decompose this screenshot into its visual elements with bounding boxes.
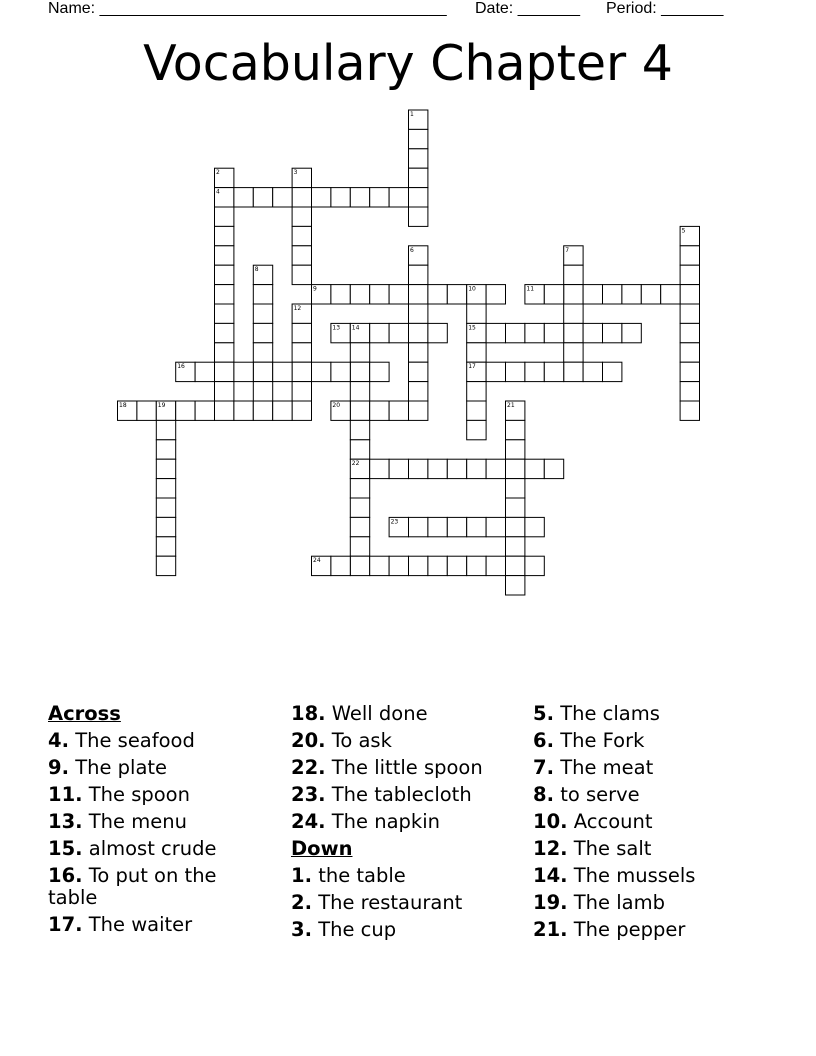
clue-number-label: 24 — [313, 557, 321, 565]
page-title: Vocabulary Chapter 4 — [143, 35, 673, 92]
clue-number-label: 21 — [507, 402, 515, 409]
clue-across-17: 17. The waiter — [48, 913, 193, 936]
grid-cell[interactable] — [544, 459, 563, 478]
grid-cell[interactable] — [680, 304, 699, 323]
grid-cell[interactable] — [253, 382, 272, 401]
grid-cell[interactable] — [409, 343, 428, 362]
grid-cell[interactable] — [156, 479, 175, 498]
grid-cell[interactable] — [156, 517, 175, 536]
clue-down-2: 2. The restaurant — [291, 891, 463, 914]
date-field[interactable]: Date: _______ — [475, 0, 580, 17]
grid-cell[interactable] — [409, 265, 428, 284]
clue-across-13: 13. The menu — [48, 810, 187, 833]
grid-cell[interactable] — [253, 323, 272, 342]
grid-cell[interactable] — [156, 420, 175, 439]
clue-down-3: 3. The cup — [291, 918, 397, 941]
grid-cell[interactable] — [409, 459, 428, 478]
grid-cell[interactable] — [525, 459, 544, 478]
clue-down-12: 12. The salt — [533, 837, 652, 860]
grid-cell[interactable] — [253, 304, 272, 323]
grid-cell[interactable] — [564, 285, 583, 304]
clue-number-label: 3 — [293, 169, 298, 177]
grid-cell[interactable] — [409, 149, 428, 168]
grid-cell[interactable] — [350, 517, 369, 536]
grid-cell[interactable] — [292, 265, 311, 284]
clue-number-label: 2 — [216, 169, 220, 177]
clue-across-24: 24. The napkin — [291, 810, 440, 833]
grid-cell[interactable] — [176, 401, 195, 420]
grid-cell[interactable] — [331, 362, 350, 381]
grid-cell[interactable] — [409, 382, 428, 401]
grid-cell[interactable] — [680, 362, 699, 381]
grid-cell[interactable] — [680, 246, 699, 265]
grid-cell[interactable] — [409, 207, 428, 226]
clue-number-label: 7 — [565, 246, 570, 254]
grid-cell[interactable] — [506, 323, 525, 342]
across-heading: Across — [48, 702, 121, 725]
grid-cell[interactable] — [486, 517, 505, 536]
grid-cell[interactable] — [486, 285, 505, 304]
grid-cell[interactable] — [680, 382, 699, 401]
grid-cell[interactable] — [350, 343, 369, 362]
clue-number-label: 9 — [313, 285, 317, 293]
clue-number-label: 1 — [410, 111, 414, 118]
grid-cell[interactable] — [583, 285, 602, 304]
grid-cell[interactable] — [370, 401, 389, 420]
grid-cell[interactable] — [350, 498, 369, 517]
grid-cell[interactable] — [428, 285, 447, 304]
grid-cell[interactable] — [350, 382, 369, 401]
grid-cell[interactable] — [603, 362, 622, 381]
clue-number-label: 10 — [468, 285, 476, 293]
grid-cell[interactable] — [292, 246, 311, 265]
grid-cell[interactable] — [409, 188, 428, 207]
grid-cell[interactable] — [622, 323, 641, 342]
grid-cell[interactable] — [370, 459, 389, 478]
clue-down-14: 14. The mussels — [533, 864, 696, 887]
grid-cell[interactable] — [564, 362, 583, 381]
grid-cell[interactable] — [544, 362, 563, 381]
grid-cell[interactable] — [506, 362, 525, 381]
clue-across-23: 23. The tablecloth — [291, 783, 472, 806]
clue-across-11: 11. The spoon — [48, 783, 190, 806]
grid-cell[interactable] — [156, 537, 175, 556]
clue-down-19: 19. The lamb — [533, 891, 665, 914]
grid-cell[interactable] — [156, 556, 175, 575]
grid-cell[interactable] — [389, 556, 408, 575]
clue-number-label: 14 — [351, 324, 360, 332]
grid-cell[interactable] — [680, 265, 699, 284]
grid-cell[interactable] — [544, 323, 563, 342]
grid-cell[interactable] — [389, 188, 408, 207]
clue-number-label: 23 — [390, 518, 399, 526]
grid-cell[interactable] — [447, 517, 466, 536]
clue-down-8: 8. to serve — [533, 783, 640, 806]
grid-cell[interactable] — [350, 401, 369, 420]
grid-cell[interactable] — [409, 517, 428, 536]
grid-cell[interactable] — [564, 304, 583, 323]
grid-cell[interactable] — [467, 382, 486, 401]
down-heading: Down — [291, 837, 353, 860]
grid-cell[interactable] — [350, 362, 369, 381]
grid-cell[interactable] — [525, 556, 544, 575]
grid-cell[interactable] — [447, 459, 466, 478]
grid-cell[interactable] — [544, 285, 563, 304]
name-field[interactable]: Name: _______________________________________ — [48, 0, 447, 17]
clue-number-label: 8 — [254, 266, 259, 274]
grid-cell[interactable] — [195, 401, 214, 420]
clue-number-label: 15 — [468, 324, 476, 332]
grid-cell[interactable] — [409, 556, 428, 575]
grid-cell[interactable] — [428, 517, 447, 536]
grid-cell[interactable] — [525, 517, 544, 536]
grid-cell[interactable] — [331, 556, 350, 575]
clues-column-1 — [48, 703, 288, 941]
clue-number-label: 19 — [157, 402, 166, 409]
grid-cell[interactable] — [506, 459, 525, 478]
grid-cell[interactable] — [389, 323, 408, 342]
clue-number-label: 18 — [119, 402, 127, 409]
clue-down-10: 10. Account — [533, 810, 653, 833]
grid-cell[interactable] — [680, 323, 699, 342]
grid-cell[interactable] — [253, 362, 272, 381]
grid-cell[interactable] — [583, 362, 602, 381]
grid-cell[interactable] — [389, 285, 408, 304]
grid-cell[interactable] — [506, 440, 525, 459]
grid-cell[interactable] — [312, 188, 331, 207]
clue-number-label: 4 — [216, 188, 220, 196]
grid-cell[interactable] — [506, 498, 525, 517]
grid-cell[interactable] — [273, 362, 292, 381]
grid-cell[interactable] — [253, 188, 272, 207]
grid-cell[interactable] — [409, 401, 428, 420]
grid-cell[interactable] — [253, 343, 272, 362]
grid-cell[interactable] — [350, 556, 369, 575]
grid-cell[interactable] — [215, 343, 234, 362]
grid-cell[interactable] — [215, 401, 234, 420]
grid-cell[interactable] — [370, 188, 389, 207]
grid-cell[interactable] — [389, 459, 408, 478]
grid-cell[interactable] — [292, 401, 311, 420]
clue-across-16: 16. To put on the table — [48, 864, 217, 909]
grid-cell[interactable] — [350, 285, 369, 304]
grid-cell[interactable] — [331, 285, 350, 304]
grid-cell[interactable] — [234, 188, 253, 207]
grid-cell[interactable] — [622, 285, 641, 304]
grid-cell[interactable] — [215, 285, 234, 304]
grid-cell[interactable] — [156, 498, 175, 517]
clue-number-label: 16 — [177, 363, 185, 371]
grid-cell[interactable] — [603, 285, 622, 304]
grid-cell[interactable] — [370, 323, 389, 342]
grid-cell[interactable] — [370, 285, 389, 304]
clue-down-7: 7. The meat — [533, 756, 654, 779]
grid-cell[interactable] — [467, 459, 486, 478]
clue-down-5: 5. The clams — [533, 702, 660, 725]
clue-down-1: 1. the table — [291, 864, 406, 887]
grid-cell[interactable] — [409, 285, 428, 304]
grid-cell[interactable] — [292, 323, 311, 342]
clue-number-label: 6 — [410, 246, 414, 254]
grid-cell[interactable] — [215, 382, 234, 401]
grid-cell[interactable] — [370, 556, 389, 575]
grid-cell[interactable] — [215, 226, 234, 245]
grid-cell[interactable] — [506, 479, 525, 498]
grid-cell[interactable] — [467, 304, 486, 323]
grid-cell[interactable] — [603, 323, 622, 342]
grid-cell[interactable] — [409, 304, 428, 323]
grid-cell[interactable] — [292, 362, 311, 381]
grid-cell[interactable] — [215, 246, 234, 265]
grid-cell[interactable] — [506, 420, 525, 439]
grid-cell[interactable] — [486, 323, 505, 342]
grid-cell[interactable] — [331, 188, 350, 207]
grid-cell[interactable] — [447, 285, 466, 304]
grid-cell[interactable] — [525, 362, 544, 381]
grid-cell[interactable] — [215, 265, 234, 284]
grid-cell[interactable] — [467, 343, 486, 362]
grid-cell[interactable] — [292, 188, 311, 207]
grid-cell[interactable] — [641, 285, 660, 304]
grid-cell[interactable] — [428, 556, 447, 575]
grid-cell[interactable] — [486, 362, 505, 381]
grid-cell[interactable] — [215, 304, 234, 323]
grid-cell[interactable] — [467, 401, 486, 420]
grid-cell[interactable] — [156, 440, 175, 459]
grid-cell[interactable] — [137, 401, 156, 420]
clues-column-3 — [533, 703, 773, 946]
grid-cell[interactable] — [350, 479, 369, 498]
clue-down-6: 6. The Fork — [533, 729, 645, 752]
grid-cell[interactable] — [389, 401, 408, 420]
grid-cell[interactable] — [195, 362, 214, 381]
grid-cell[interactable] — [467, 556, 486, 575]
clue-across-9: 9. The plate — [48, 756, 168, 779]
grid-cell[interactable] — [234, 362, 253, 381]
grid-cell[interactable] — [409, 168, 428, 187]
grid-cell[interactable] — [253, 401, 272, 420]
clue-number-label: 17 — [468, 363, 476, 371]
grid-cell[interactable] — [273, 188, 292, 207]
clue-number-label: 20 — [332, 402, 341, 409]
clue-number-label: 12 — [293, 305, 302, 312]
grid-cell[interactable] — [292, 343, 311, 362]
grid-cell[interactable] — [680, 285, 699, 304]
grid-cell[interactable] — [680, 343, 699, 362]
grid-cell[interactable] — [350, 537, 369, 556]
clue-across-4: 4. The seafood — [48, 729, 195, 752]
grid-cell[interactable] — [661, 285, 680, 304]
clue-across-15: 15. almost crude — [48, 837, 217, 860]
grid-cell[interactable] — [486, 556, 505, 575]
grid-cell[interactable] — [234, 401, 253, 420]
clue-number-label: 5 — [681, 227, 686, 235]
grid-cell[interactable] — [447, 556, 466, 575]
grid-cell[interactable] — [506, 537, 525, 556]
grid-cell[interactable] — [583, 323, 602, 342]
clue-across-22: 22. The little spoon — [291, 756, 483, 779]
grid-cell[interactable] — [156, 459, 175, 478]
grid-cell[interactable] — [467, 420, 486, 439]
grid-cell[interactable] — [428, 459, 447, 478]
grid-cell[interactable] — [273, 401, 292, 420]
grid-cell[interactable] — [370, 362, 389, 381]
clue-number-label: 22 — [351, 460, 360, 468]
grid-cell[interactable] — [564, 323, 583, 342]
grid-cell[interactable] — [409, 129, 428, 148]
grid-cell[interactable] — [467, 517, 486, 536]
grid-cell[interactable] — [506, 517, 525, 536]
grid-cell[interactable] — [292, 382, 311, 401]
grid-cell[interactable] — [215, 207, 234, 226]
grid-cell[interactable] — [428, 323, 447, 342]
grid-cell[interactable] — [292, 226, 311, 245]
grid-cell[interactable] — [350, 420, 369, 439]
clue-number-label: 11 — [526, 285, 535, 293]
clue-across-20: 20. To ask — [291, 729, 392, 752]
grid-cell[interactable] — [409, 323, 428, 342]
grid-cell[interactable] — [564, 265, 583, 284]
clue-across-18: 18. Well done — [291, 702, 428, 725]
clue-number-label: 13 — [332, 324, 341, 332]
grid-cell[interactable] — [525, 323, 544, 342]
grid-cell[interactable] — [409, 362, 428, 381]
grid-cell[interactable] — [506, 556, 525, 575]
grid-cell[interactable] — [350, 188, 369, 207]
grid-cell[interactable] — [680, 401, 699, 420]
grid-cell[interactable] — [215, 362, 234, 381]
grid-cell[interactable] — [564, 343, 583, 362]
clue-down-21: 21. The pepper — [533, 918, 686, 941]
grid-cell[interactable] — [292, 207, 311, 226]
grid-cell[interactable] — [486, 459, 505, 478]
grid-cell[interactable] — [253, 285, 272, 304]
period-field[interactable]: Period: _______ — [606, 0, 724, 17]
clues-column-2 — [291, 703, 531, 946]
grid-cell[interactable] — [312, 362, 331, 381]
grid-cell[interactable] — [350, 440, 369, 459]
grid-cell[interactable] — [506, 576, 525, 595]
grid-cell[interactable] — [215, 323, 234, 342]
